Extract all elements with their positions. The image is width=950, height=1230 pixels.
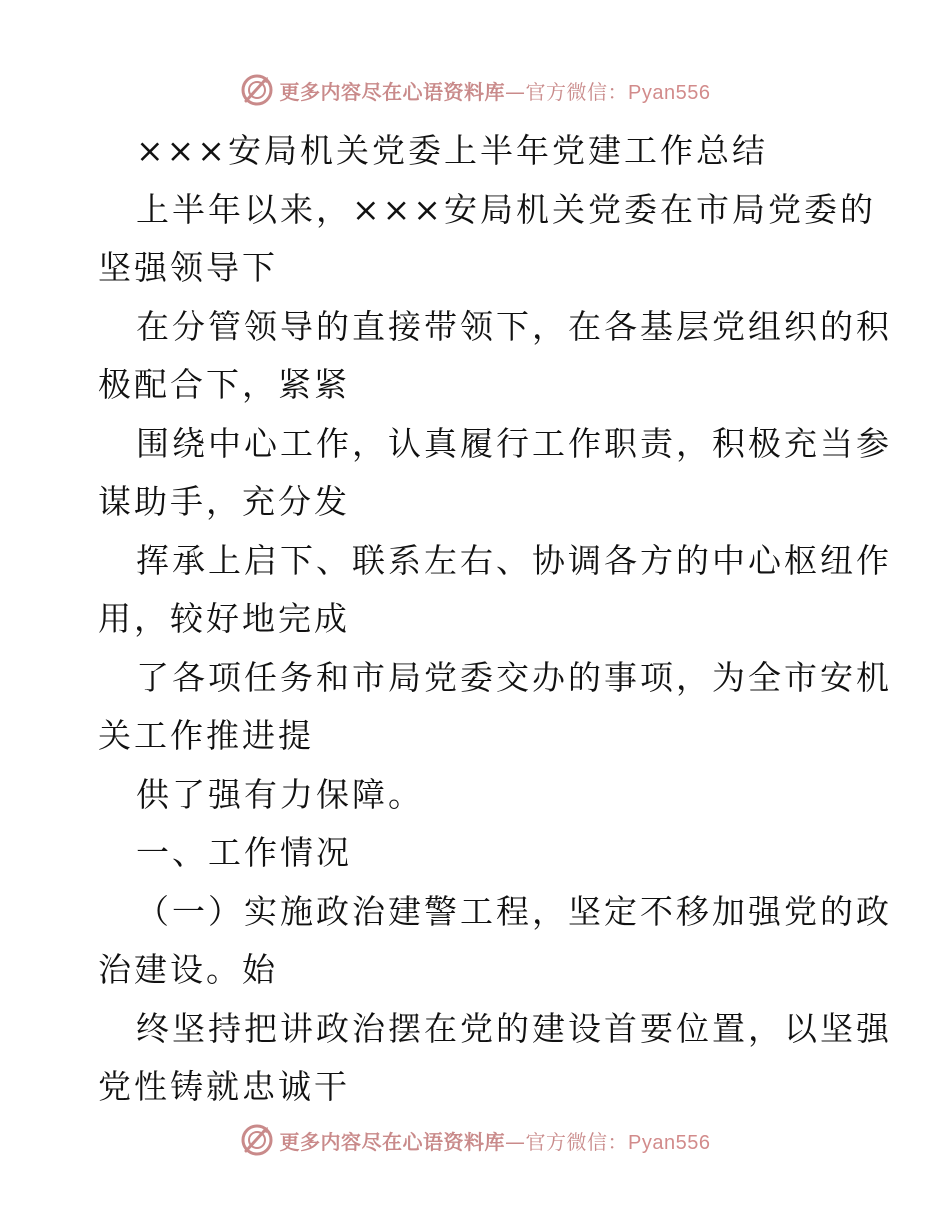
paragraph-line: 挥承上启下、联系左右、协调各方的中心枢纽作	[136, 540, 892, 580]
paragraph-line: 党性铸就忠诚干	[98, 1067, 350, 1106]
footer-watermark	[0, 1120, 950, 1160]
document-title: ×××安局机关党委上半年党建工作总结	[136, 131, 768, 170]
paragraph-line: 在分管领导的直接带领下，在各基层党组织的积	[136, 306, 892, 346]
paragraph-line: 关工作推进提	[98, 716, 314, 755]
watermark-logo-icon	[240, 73, 274, 107]
watermark-logo-icon	[240, 1123, 274, 1157]
document-body	[98, 122, 892, 1117]
subsection-heading: （一）实施政治建警工程，坚定不移加强党的政	[136, 891, 892, 931]
watermark-separator: —官方微信：	[505, 79, 629, 104]
paragraph-line: 了各项任务和市局党委交办的事项，为全市安机	[136, 657, 892, 697]
watermark-cn-text: 更多内容尽在心语资料库	[279, 79, 506, 104]
paragraph-line: 终坚持把讲政治摆在党的建设首要位置，以坚强	[136, 1008, 892, 1048]
paragraph-line: 供了强有力保障。	[136, 774, 424, 814]
watermark-cn-text: 更多内容尽在心语资料库	[279, 1129, 506, 1154]
paragraph-line: 极配合下，紧紧	[98, 365, 350, 404]
watermark-separator: —官方微信：	[505, 1129, 629, 1154]
section-heading: 一、工作情况	[136, 833, 352, 872]
paragraph-line: 治建设。始	[98, 950, 278, 989]
watermark-id: Pyan556	[628, 1131, 711, 1154]
header-watermark	[0, 70, 950, 110]
watermark-id: Pyan556	[628, 81, 711, 104]
paragraph-line: 上半年以来，×××安局机关党委在市局党委的	[136, 189, 876, 229]
paragraph-line: 谋助手，充分发	[98, 482, 350, 521]
paragraph-line: 围绕中心工作，认真履行工作职责，积极充当参	[136, 423, 892, 463]
paragraph-line: 坚强领导下	[98, 248, 278, 287]
paragraph-line: 用，较好地完成	[98, 599, 350, 638]
